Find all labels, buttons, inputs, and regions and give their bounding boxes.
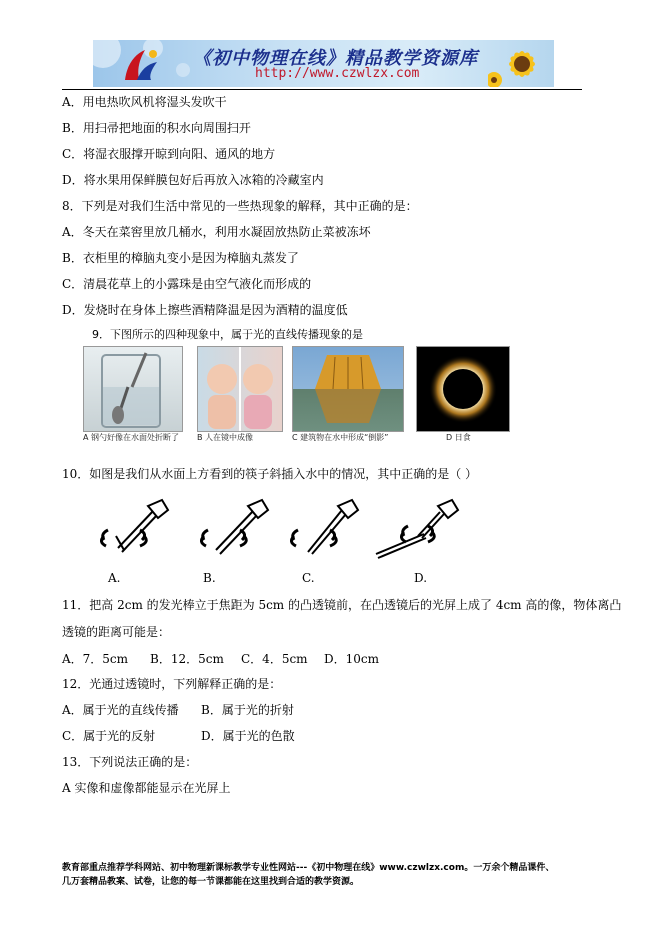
q11-option-a: A．7．5cm bbox=[62, 652, 129, 666]
q10-label-d: D. bbox=[414, 571, 428, 585]
q10-label-a: A. bbox=[108, 571, 121, 585]
q9-caption-a: A 钢勺好像在水面处折断了 bbox=[83, 433, 180, 442]
q13-question: 13．下列说法正确的是： bbox=[62, 755, 198, 769]
q10-figure-c bbox=[286, 496, 366, 564]
q9-photo-mirror-baby bbox=[197, 346, 283, 432]
q7-option-c: C．将湿衣服撑开晾到向阳、通风的地方 bbox=[62, 147, 276, 161]
q11-question-line1: 11．把高 2cm 的发光棒立于焦距为 5cm 的凸透镜前，在凸透镜后的光屏上成了 4cm 高的像，物体离凸 bbox=[62, 598, 622, 612]
q11-question-line2: 透镜的距离可能是： bbox=[62, 625, 171, 639]
site-logo-icon bbox=[121, 46, 161, 84]
q9-caption-b: B 人在镜中成像 bbox=[197, 433, 254, 442]
q8-option-b: B．衣柜里的樟脑丸变小是因为樟脑丸蒸发了 bbox=[62, 251, 299, 265]
banner-title: 《初中物理在线》精品教学资源库 bbox=[193, 48, 478, 69]
q9-photo-solar-eclipse bbox=[416, 346, 510, 432]
building-reflection-icon bbox=[293, 347, 403, 431]
q11-option-c: C．4．5cm bbox=[241, 652, 308, 666]
q12-question: 12．光通过透镜时，下列解释正确的是： bbox=[62, 677, 282, 691]
q10-figure-d bbox=[372, 496, 472, 564]
q10-label-b: B. bbox=[203, 571, 216, 585]
q12-option-b: B．属于光的折射 bbox=[201, 703, 294, 717]
q9-caption-d: D 日食 bbox=[446, 433, 471, 442]
q11-option-d: D．10cm bbox=[324, 652, 379, 666]
q10-figure-b bbox=[196, 496, 276, 564]
q10-figure-a bbox=[96, 496, 176, 564]
q12-option-c: C．属于光的反射 bbox=[62, 729, 156, 743]
q9-question: 9．下图所示的四种现象中，属于光的直线传播现象的是 bbox=[92, 328, 363, 341]
solar-eclipse-icon bbox=[417, 347, 509, 431]
q8-option-c: C．清晨花草上的小露珠是由空气液化而形成的 bbox=[62, 277, 312, 291]
banner-url[interactable]: http://www.czwlzx.com bbox=[255, 66, 420, 81]
footer-line2: 几万套精品教案、试卷，让您的每一节课都能在这里找到合适的教学资源。 bbox=[62, 877, 360, 887]
header-banner bbox=[93, 40, 554, 87]
footer-line1: 教育部重点推荐学科网站、初中物理新课标教学专业性网站---《初中物理在线》www.czwlzx.com。一万余个精品课件、 bbox=[62, 863, 555, 873]
q7-option-a: A．用电热吹风机将湿头发吹干 bbox=[62, 95, 227, 109]
sunflower-icon bbox=[488, 40, 554, 87]
q13-option-a: A 实像和虚像都能显示在光屏上 bbox=[62, 781, 231, 795]
q8-option-d: D．发烧时在身体上擦些酒精降温是因为酒精的温度低 bbox=[62, 303, 348, 317]
q9-photo-spoon-in-water bbox=[83, 346, 183, 432]
q7-option-d: D．将水果用保鲜膜包好后再放入冰箱的冷藏室内 bbox=[62, 173, 324, 187]
baby-mirror-icon bbox=[198, 347, 282, 431]
header-divider bbox=[62, 89, 582, 90]
q10-question: 10．如图是我们从水面上方看到的筷子斜插入水中的情况，其中正确的是（ ） bbox=[62, 467, 478, 481]
spoon-in-glass-icon bbox=[84, 347, 182, 431]
q9-photo-building-reflection bbox=[292, 346, 404, 432]
q12-option-a: A．属于光的直线传播 bbox=[62, 703, 179, 717]
q11-option-b: B．12．5cm bbox=[150, 652, 224, 666]
q10-label-c: C. bbox=[302, 571, 315, 585]
q9-caption-c: C 建筑物在水中形成“倒影” bbox=[292, 433, 389, 442]
q12-option-d: D．属于光的色散 bbox=[201, 729, 295, 743]
q8-option-a: A．冬天在菜窖里放几桶水，利用水凝固放热防止菜被冻坏 bbox=[62, 225, 371, 239]
q7-option-b: B．用扫帚把地面的积水向周围扫开 bbox=[62, 121, 251, 135]
q8-question: 8．下列是对我们生活中常见的一些热现象的解释，其中正确的是： bbox=[62, 199, 418, 213]
